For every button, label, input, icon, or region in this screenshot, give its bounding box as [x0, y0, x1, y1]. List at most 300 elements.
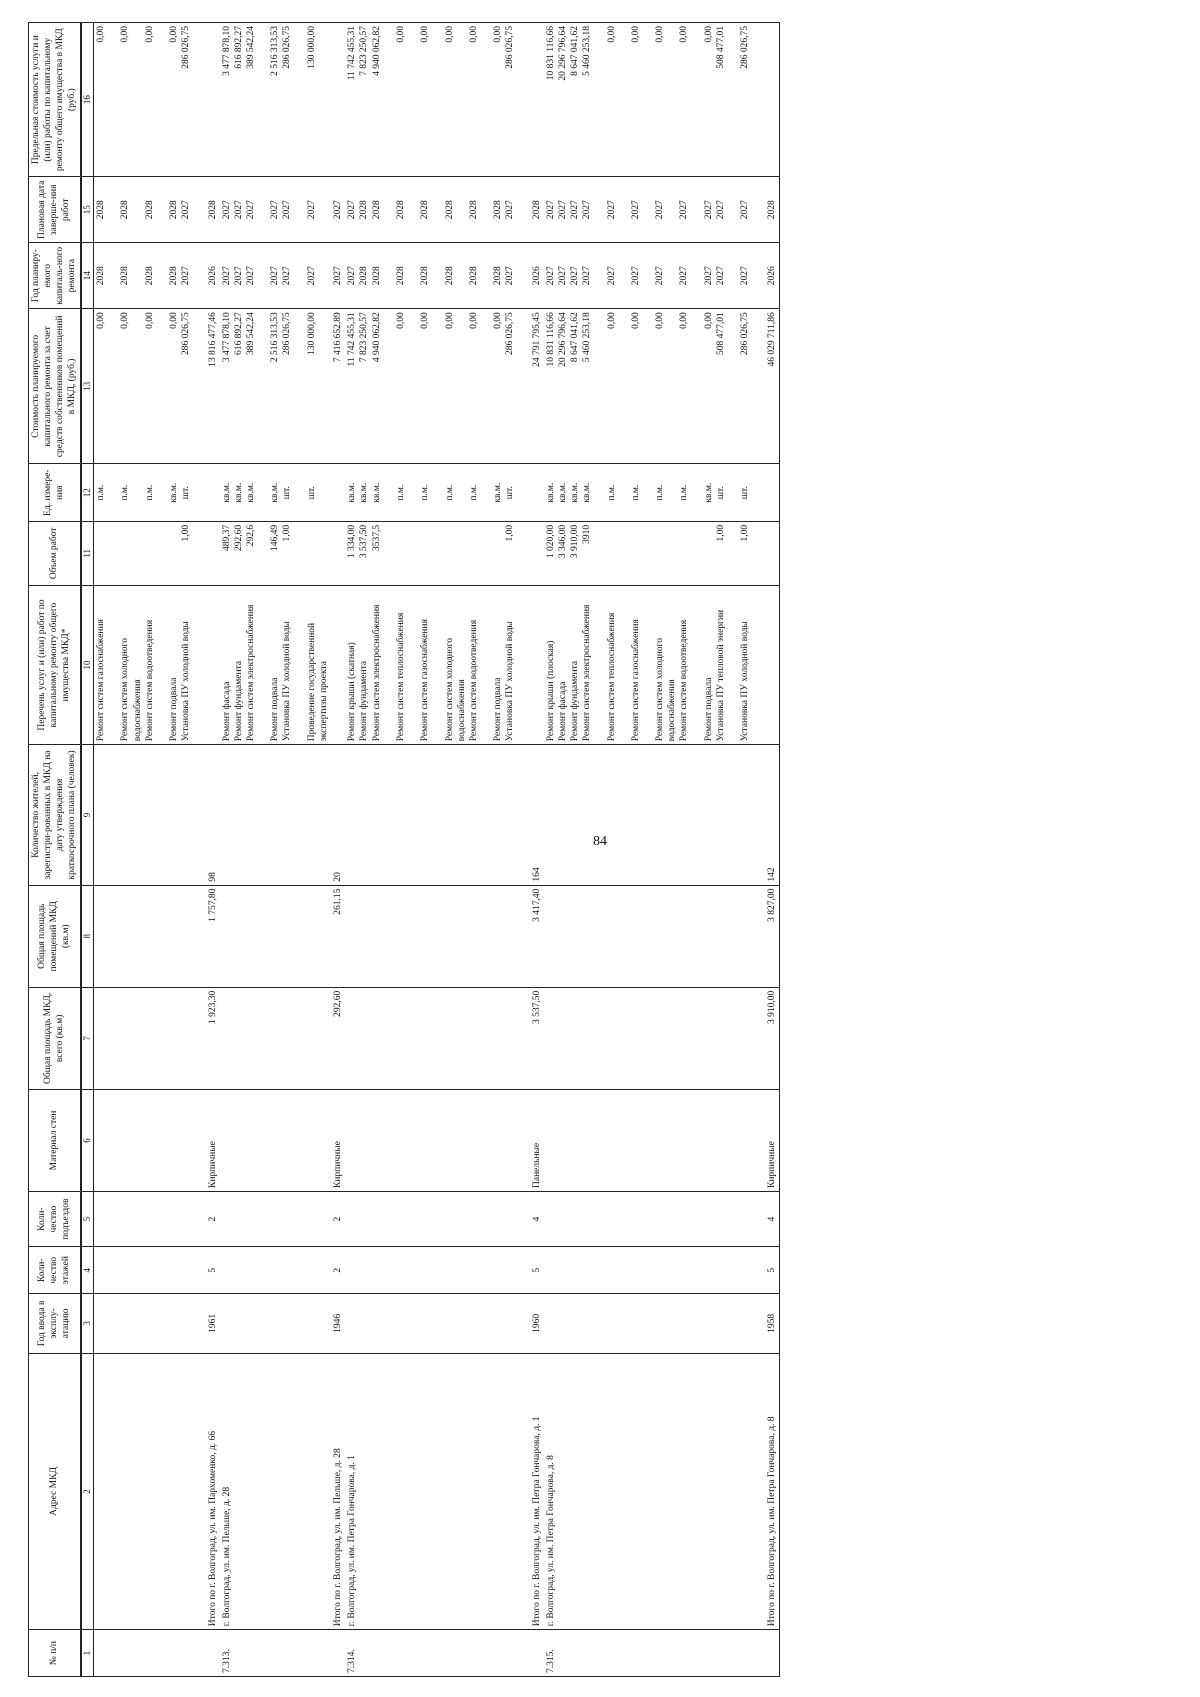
- work-name: [331, 585, 345, 745]
- header-cell: Общая площадь помещений МКД (кв.м): [29, 885, 81, 987]
- column-number: 15: [81, 177, 94, 243]
- row-number: [331, 1630, 345, 1677]
- work-cost-line: 20 296 796,64: [557, 312, 568, 367]
- work-volume-line: 1 334,00: [347, 524, 358, 559]
- work-unit: [345, 464, 529, 521]
- address: [94, 1353, 206, 1630]
- limit-cost-line: [766, 26, 778, 173]
- row-number: [94, 1630, 206, 1677]
- work-unit-line: шт.: [505, 486, 516, 500]
- column-number: 12: [81, 464, 94, 521]
- work-volume-line: 1,00: [715, 524, 726, 542]
- work-name-line: Ремонт крыши (плоская): [545, 640, 556, 742]
- work-name-line: Ремонт подвала: [493, 677, 504, 742]
- residents: 164: [530, 745, 544, 885]
- work-unit-line: кв.м.: [233, 482, 244, 503]
- work-unit: [544, 464, 765, 521]
- work-unit-line: п.м.: [606, 484, 617, 501]
- residents: [345, 745, 529, 885]
- wall-material: Панельные: [530, 1089, 544, 1191]
- work-name-line: Ремонт систем электроснабжения: [246, 604, 257, 742]
- work-cost-line: 0,00: [420, 312, 431, 329]
- end-date-line: 2028: [420, 200, 431, 220]
- entrances: 4: [530, 1192, 544, 1247]
- work-cost-line: 11 742 455,31: [347, 312, 358, 367]
- table-row: [331, 23, 345, 1677]
- wall-material: Кирпичные: [765, 1089, 780, 1191]
- limit-cost: [345, 23, 529, 177]
- work-volume-line: 3910: [582, 524, 593, 544]
- entrances: [220, 1192, 331, 1247]
- work-volume-line: [119, 525, 143, 582]
- limit-cost-line: 0,00: [606, 26, 617, 43]
- end-date-line: 2028: [766, 200, 777, 220]
- repair-year-line: 2027: [282, 266, 293, 286]
- work-cost-line: 0,00: [655, 312, 666, 329]
- area-total: 292,60: [331, 987, 345, 1089]
- work-unit-line: кв.м.: [570, 482, 581, 503]
- work-cost-line: 0,00: [96, 312, 107, 329]
- end-date: [530, 177, 544, 243]
- floors: 2: [331, 1247, 345, 1294]
- work-cost-line: 0,00: [630, 312, 641, 329]
- repair-year-line: 2027: [221, 266, 232, 286]
- limit-cost-line: 0,00: [630, 26, 641, 43]
- end-date-line: 2028: [444, 200, 455, 220]
- work-name-line: Установка ПУ тепловой энергии: [715, 609, 726, 742]
- work-volume-line: 3 537,50: [359, 524, 370, 559]
- work-name-line: Ремонт подвала: [703, 677, 714, 742]
- work-volume-line: 3 910,00: [570, 524, 581, 559]
- limit-cost-line: 0,00: [468, 26, 479, 43]
- limit-cost-line: 286 026,75: [282, 26, 293, 69]
- work-cost-line: 130 000,00: [306, 312, 317, 355]
- header-cell: Количество жителей, зарегистри-рованных в МКД на дату утверждения краткосрочного плана (человек): [29, 745, 81, 885]
- address: Итого по г. Волгоград, ул. им. Пархоменко, д. 66: [206, 1353, 220, 1630]
- work-unit-line: кв.м.: [270, 482, 281, 503]
- table-row: [220, 23, 331, 1677]
- repair-year-line: 2027: [557, 266, 568, 286]
- limit-cost-line: 2 516 313,53: [270, 26, 281, 76]
- work-name-line: Ремонт систем газоснабжения: [420, 619, 431, 742]
- work-name-line: Ремонт подвала: [270, 677, 281, 742]
- floors: 5: [765, 1247, 780, 1294]
- repair-year-line: 2026: [766, 266, 777, 286]
- repair-year-line: 2028: [444, 266, 455, 286]
- floors: [220, 1247, 331, 1294]
- entrances: [345, 1192, 529, 1247]
- limit-cost-line: 3 477 878,10: [221, 26, 232, 76]
- work-name-line: Ремонт систем водоотведения: [468, 619, 479, 742]
- work-name: [765, 585, 780, 745]
- work-volume-line: 292,6: [246, 524, 257, 547]
- work-unit-line: кв.м.: [246, 482, 257, 503]
- end-date-line: 2027: [570, 200, 581, 220]
- work-volume: [331, 521, 345, 585]
- limit-cost-line: [332, 26, 344, 173]
- work-volume-line: [606, 525, 630, 582]
- work-volume-line: 1,00: [282, 524, 293, 542]
- repair-year: [544, 243, 765, 309]
- repair-year-line: 2027: [347, 266, 358, 286]
- header-cell: Год планиру-емого капиталь-ного ремонта: [29, 243, 81, 309]
- column-number: 11: [81, 521, 94, 585]
- column-number: 7: [81, 987, 94, 1089]
- column-number: 1: [81, 1630, 94, 1677]
- end-date: [345, 177, 529, 243]
- address: Итого по г. Волгоград, ул. им. Пельше, д. 28: [331, 1353, 345, 1630]
- limit-cost-line: 508 477,01: [715, 26, 726, 69]
- repair-year-line: 2026: [207, 266, 218, 286]
- table-row: [94, 23, 206, 1677]
- repair-year-line: 2027: [270, 266, 281, 286]
- work-volume-line: 1 020,00: [545, 524, 556, 559]
- limit-cost: [206, 23, 220, 177]
- work-cost-line: 286 026,75: [740, 312, 751, 355]
- year-built: [345, 1294, 529, 1354]
- limit-cost-line: 0,00: [395, 26, 406, 43]
- header-row: [29, 23, 81, 1677]
- work-cost: [206, 309, 220, 464]
- area-total: 3 910,00: [765, 987, 780, 1089]
- end-date-line: 2028: [96, 200, 107, 220]
- year-built: 1961: [206, 1294, 220, 1354]
- work-volume-line: [168, 525, 180, 582]
- limit-cost: [530, 23, 544, 177]
- end-date-line: 2027: [715, 200, 726, 220]
- header-cell: Предельная стоимость услуги и (или) работы по капитальному ремонту общего имущества в МКД (руб.): [29, 23, 81, 177]
- end-date: [220, 177, 331, 243]
- residents: [220, 745, 331, 885]
- column-number: 4: [81, 1247, 94, 1294]
- year-built: [544, 1294, 765, 1354]
- work-unit-line: [531, 467, 543, 517]
- limit-cost-line: 0,00: [679, 26, 690, 43]
- end-date-line: 2028: [207, 200, 218, 220]
- work-cost-line: 286 026,75: [181, 312, 192, 355]
- work-volume-line: [630, 525, 654, 582]
- work-cost: [220, 309, 331, 464]
- work-name-line: Ремонт систем водоотведения: [144, 619, 155, 742]
- work-unit-line: [766, 467, 778, 517]
- work-volume-line: 1,00: [181, 524, 192, 542]
- end-date-line: 2027: [606, 200, 617, 220]
- work-cost-line: 0,00: [703, 312, 714, 329]
- end-date-line: 2027: [582, 200, 593, 220]
- repair-year: [206, 243, 220, 309]
- work-volume-line: 292,60: [233, 524, 244, 552]
- work-unit-line: кв.м.: [169, 482, 180, 503]
- area-premises: 3 827,00: [765, 885, 780, 987]
- work-unit-line: шт.: [740, 486, 751, 500]
- work-unit-line: кв.м.: [557, 482, 568, 503]
- work-cost-line: 7 823 250,57: [359, 312, 370, 363]
- repair-year: [765, 243, 780, 309]
- address: г. Волгоград, ул. им. Петра Гончарова, д. 8: [544, 1353, 765, 1630]
- year-built: 1960: [530, 1294, 544, 1354]
- work-volume: [94, 521, 206, 585]
- work-unit: [530, 464, 544, 521]
- repair-year-line: 2028: [420, 266, 431, 286]
- limit-cost-line: 286 026,75: [181, 26, 192, 69]
- entrances: 2: [331, 1192, 345, 1247]
- work-cost-line: 4 940 062,82: [371, 312, 382, 363]
- work-cost-line: 616 892,27: [233, 312, 244, 355]
- end-date-line: 2028: [371, 200, 382, 220]
- end-date-line: 2027: [221, 200, 232, 220]
- limit-cost-line: 11 742 455,31: [347, 26, 358, 81]
- row-number: [530, 1630, 544, 1677]
- work-unit: [765, 464, 780, 521]
- limit-cost-line: 0,00: [420, 26, 431, 43]
- work-volume: [220, 521, 331, 585]
- work-unit-line: шт.: [282, 486, 293, 500]
- row-number: 7.315.: [544, 1630, 765, 1677]
- table-row: [765, 23, 780, 1677]
- header-cell: Перечень услуг и (или) работ по капитальному ремонту общего имущества МКД*: [29, 585, 81, 745]
- page-number: 84: [593, 834, 607, 849]
- repair-year: [345, 243, 529, 309]
- repair-year-line: 2027: [333, 266, 344, 286]
- limit-cost-line: 8 647 041,62: [570, 26, 581, 76]
- work-unit-line: п.м.: [120, 484, 131, 501]
- year-built: [94, 1294, 206, 1354]
- work-unit-line: кв.м.: [347, 482, 358, 503]
- work-unit-line: п.м.: [468, 484, 479, 501]
- wall-material: [544, 1089, 765, 1191]
- table-row: [544, 23, 765, 1677]
- floors: 5: [530, 1247, 544, 1294]
- row-number: [765, 1630, 780, 1677]
- end-date-line: 2027: [557, 200, 568, 220]
- work-unit-line: п.м.: [630, 484, 641, 501]
- area-premises: [220, 885, 331, 987]
- work-name-line: Ремонт систем газоснабжения: [630, 619, 641, 742]
- wall-material: [345, 1089, 529, 1191]
- table-row: [206, 23, 220, 1677]
- work-name-line: Ремонт систем холодного водоснабжения: [120, 637, 143, 742]
- work-volume-line: [678, 525, 702, 582]
- entrances: 4: [765, 1192, 780, 1247]
- header-cell: Ед. измере-ния: [29, 464, 81, 521]
- work-name-line: Ремонт крыши (скатная): [347, 642, 358, 742]
- wall-material: Кирпичные: [331, 1089, 345, 1191]
- area-total: 1 923,30: [206, 987, 220, 1089]
- work-cost-line: 286 026,75: [505, 312, 516, 355]
- end-date-line: 2027: [282, 200, 293, 220]
- column-number-row: [81, 23, 94, 1677]
- repair-year-line: 2027: [703, 266, 714, 286]
- end-date-line: 2028: [531, 200, 542, 220]
- work-name-line: Ремонт фундамента: [233, 660, 244, 742]
- repair-year-line: 2027: [505, 266, 516, 286]
- end-date-line: 2028: [169, 200, 180, 220]
- table-body: [94, 23, 780, 1677]
- work-volume-line: [468, 525, 492, 582]
- column-number: 14: [81, 243, 94, 309]
- work-volume-line: 3 346,00: [557, 524, 568, 559]
- limit-cost-line: 5 460 253,18: [582, 26, 593, 76]
- area-premises: [345, 885, 529, 987]
- repair-year: [331, 243, 345, 309]
- work-volume: [544, 521, 765, 585]
- work-unit-line: п.м.: [395, 484, 406, 501]
- work-volume-line: [395, 525, 419, 582]
- column-number: 6: [81, 1089, 94, 1191]
- work-name-line: Установка ПУ холодной воды: [740, 621, 751, 742]
- year-built: 1958: [765, 1294, 780, 1354]
- residents: [544, 745, 765, 885]
- limit-cost-line: 20 296 796,64: [557, 26, 568, 81]
- limit-cost-line: 286 026,75: [505, 26, 516, 69]
- limit-cost: [544, 23, 765, 177]
- row-number: [206, 1630, 220, 1677]
- work-cost-line: 389 542,24: [246, 312, 257, 355]
- repair-year-line: 2028: [371, 266, 382, 286]
- work-cost-line: 0,00: [120, 312, 131, 329]
- end-date-line: 2027: [333, 200, 344, 220]
- work-unit: [206, 464, 220, 521]
- column-number: 8: [81, 885, 94, 987]
- area-premises: [544, 885, 765, 987]
- limit-cost: [220, 23, 331, 177]
- address: г. Волгоград, ул. им. Петра Гончарова, д. 1: [345, 1353, 529, 1630]
- work-cost-line: 10 831 116,66: [545, 312, 556, 367]
- work-unit-line: кв.м.: [582, 482, 593, 503]
- floors: [544, 1247, 765, 1294]
- row-number: 7.314.: [345, 1630, 529, 1677]
- end-date-line: 2027: [233, 200, 244, 220]
- entrances: 2: [206, 1192, 220, 1247]
- repair-year-line: 2027: [181, 266, 192, 286]
- header-cell: Стоимость планируемого капитального ремонта за счет средств собственников помещений в МКД, (руб.): [29, 309, 81, 464]
- work-volume-line: 1,00: [505, 524, 516, 542]
- work-cost-line: 0,00: [493, 312, 504, 329]
- end-date-line: 2028: [144, 200, 155, 220]
- limit-cost: [765, 23, 780, 177]
- wall-material: Кирпичные: [206, 1089, 220, 1191]
- work-volume-line: [531, 525, 543, 582]
- end-date-line: 2027: [740, 200, 751, 220]
- work-name-line: Ремонт фундамента: [359, 660, 370, 742]
- end-date-line: 2028: [493, 200, 504, 220]
- residents: 98: [206, 745, 220, 885]
- work-cost-line: 13 816 477,46: [207, 312, 218, 367]
- work-name: [94, 585, 206, 745]
- address: Итого по г. Волгоград, ул. им. Петра Гончарова, д. 8: [765, 1353, 780, 1630]
- work-name-line: [332, 589, 344, 742]
- work-cost-line: 3 477 878,10: [221, 312, 232, 363]
- limit-cost-line: 0,00: [655, 26, 666, 43]
- repair-year-line: 2028: [395, 266, 406, 286]
- limit-cost-line: 0,00: [144, 26, 155, 43]
- area-total: [544, 987, 765, 1089]
- limit-cost-line: 0,00: [169, 26, 180, 43]
- table-row: [345, 23, 529, 1677]
- work-volume-line: 146,49: [270, 524, 281, 552]
- work-cost: [345, 309, 529, 464]
- work-cost-line: 0,00: [444, 312, 455, 329]
- end-date-line: 2027: [181, 200, 192, 220]
- work-volume-line: 489,37: [221, 524, 232, 552]
- work-name-line: Ремонт систем теплоснабжения: [395, 612, 406, 742]
- work-volume: [206, 521, 220, 585]
- end-date-line: 2027: [246, 200, 257, 220]
- work-unit-line: кв.м.: [493, 482, 504, 503]
- work-unit: [220, 464, 331, 521]
- end-date: [544, 177, 765, 243]
- column-number: 10: [81, 585, 94, 745]
- work-volume-line: 3537,5: [371, 524, 382, 552]
- work-unit-line: кв.м.: [545, 482, 556, 503]
- work-unit-line: шт.: [181, 486, 192, 500]
- limit-cost-line: [207, 26, 219, 173]
- work-unit-line: п.м.: [96, 484, 107, 501]
- work-cost-line: 8 647 041,62: [570, 312, 581, 363]
- floors: [94, 1247, 206, 1294]
- work-volume-line: [332, 525, 344, 582]
- repair-year: [530, 243, 544, 309]
- work-unit-line: кв.м.: [703, 482, 714, 503]
- limit-cost-line: 0,00: [703, 26, 714, 43]
- column-number: 13: [81, 309, 94, 464]
- work-volume: [345, 521, 529, 585]
- work-cost-line: 286 026,75: [282, 312, 293, 355]
- header-cell: Коли-чество подъездов: [29, 1192, 81, 1247]
- header-cell: № п/п: [29, 1630, 81, 1677]
- work-volume-line: 1,00: [740, 524, 751, 542]
- work-volume-line: [444, 525, 468, 582]
- work-name-line: [766, 589, 778, 742]
- limit-cost-line: 0,00: [493, 26, 504, 43]
- work-unit-line: п.м.: [420, 484, 431, 501]
- repair-year-line: 2027: [570, 266, 581, 286]
- area-premises: 261,15: [331, 885, 345, 987]
- work-volume-line: [144, 525, 168, 582]
- column-number: 5: [81, 1192, 94, 1247]
- year-built: 1946: [331, 1294, 345, 1354]
- work-cost-line: 46 029 711,86: [766, 312, 777, 367]
- work-unit-line: шт.: [306, 486, 317, 500]
- work-volume-line: [703, 525, 715, 582]
- work-volume: [765, 521, 780, 585]
- work-name-line: Ремонт систем водоотведения: [679, 619, 690, 742]
- work-unit-line: кв.м.: [359, 482, 370, 503]
- work-cost-line: 24 791 795,45: [531, 312, 542, 367]
- floors: [345, 1247, 529, 1294]
- work-cost-line: 2 516 313,53: [270, 312, 281, 363]
- address: г. Волгоград, ул. им. Пельше, д. 28: [220, 1353, 331, 1630]
- header-cell: Материал стен: [29, 1089, 81, 1191]
- work-unit-line: п.м.: [444, 484, 455, 501]
- work-unit-line: шт.: [715, 486, 726, 500]
- end-date-line: 2028: [120, 200, 131, 220]
- work-volume-line: [306, 525, 330, 582]
- area-total: 3 537,50: [530, 987, 544, 1089]
- repair-year-line: 2027: [630, 266, 641, 286]
- header-cell: Год ввода в эксплу-атацию: [29, 1294, 81, 1354]
- end-date-line: 2027: [655, 200, 666, 220]
- repair-year-line: 2027: [582, 266, 593, 286]
- work-name-line: Ремонт систем теплоснабжения: [606, 612, 617, 742]
- work-name-line: [207, 589, 219, 742]
- work-name-line: Ремонт систем газоснабжения: [96, 619, 107, 742]
- column-number: 2: [81, 1353, 94, 1630]
- year-built: [220, 1294, 331, 1354]
- work-name-line: Ремонт подвала: [169, 677, 180, 742]
- work-volume-line: [766, 525, 778, 582]
- limit-cost-line: 0,00: [444, 26, 455, 43]
